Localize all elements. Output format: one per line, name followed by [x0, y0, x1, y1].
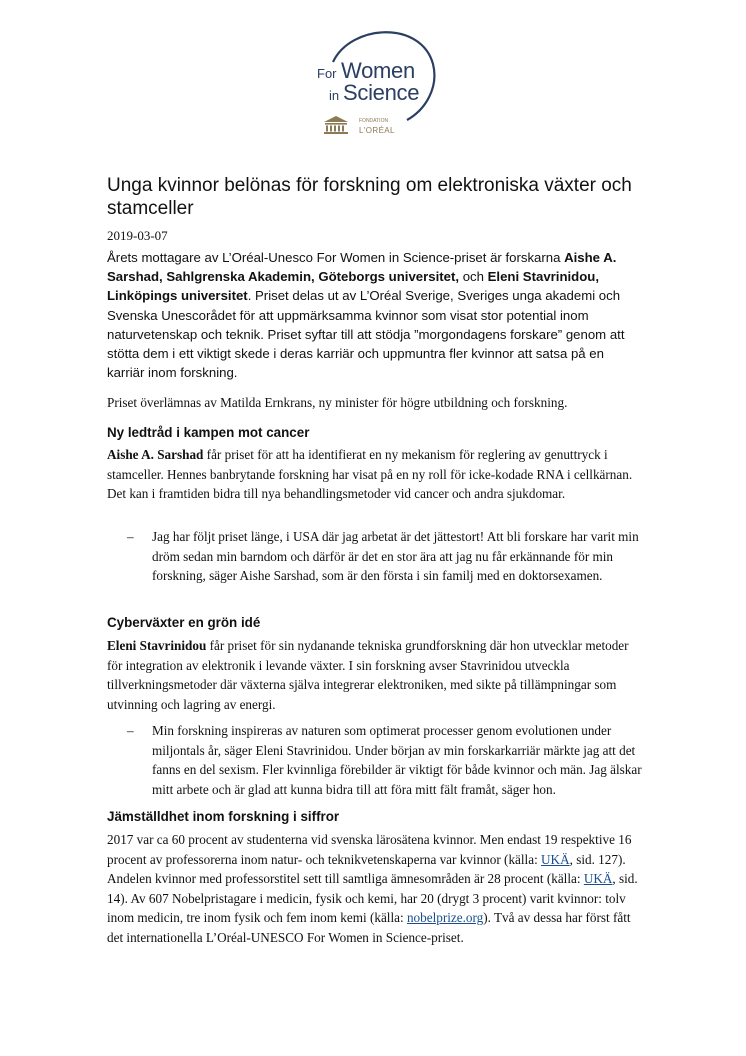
logo-loreal: L'ORÉAL — [359, 126, 395, 135]
section1-name: Aishe A. Sarshad — [107, 447, 204, 462]
laureate-2-bold: Eleni Stavrinidou, Linköpings universitet — [107, 269, 600, 304]
section2-name: Eleni Stavrinidou — [107, 638, 207, 653]
quote-stavrinidou-text: Min forskning inspireras av naturen som optimerat processer genom evolutionen under miljontals år, säger Eleni Stavrinidou. Under början av min forskarkarriär märkte jag att det fanns en del sexism. Fler kvinnliga förebilder är viktigt för både kvinnor och män. Jag älskar mitt arbete och är glad att kunna bidra till att föra mitt fält framåt, säger hon. — [152, 723, 642, 797]
section1-paragraph: Aishe A. Sarshad får priset för att ha identifierat en ny mekanism för reglering av genuttryck i stamceller. Hennes banbrytande forskning har visat på en ny roll för icke-kodade RNA i cellkärnan. Det kan i framtiden bidra till nya behandlingsmetoder vid cancer och andra sjukdomar. — [107, 447, 633, 502]
quote-sarshad-text: Jag har följt priset länge, i USA där jag arbetat är det jättestort! Att bli forskare har varit min dröm sedan min barndom och därför är det en stor ära att jag nu får erkännande för min forskning, säger Aishe Sarshad, som är den första i sin familj med en doktorsexamen. — [152, 529, 639, 584]
quote-sarshad — [127, 527, 642, 586]
logo-word-women: Women — [341, 58, 415, 83]
uka-link-2[interactable]: UKÄ — [583, 871, 613, 887]
logo-word-science: Science — [343, 80, 420, 105]
logo-word-for: For — [317, 66, 337, 81]
section2-paragraph: Eleni Stavrinidou får priset för sin nydanande tekniska grundforskning där hon utvecklar metoder för integration av elektronik i levande växter. I sin forskning avser Stavrinidou utveckla tillverkningsmetoder där växterna själva integrerar elektroniken, med sikte på tillämpningar som utvinning och lagring av energi. — [107, 638, 629, 712]
for-women-in-science-logo — [313, 22, 438, 140]
logo-word-in: in — [329, 88, 340, 103]
quote-dash: – — [127, 723, 134, 738]
section3-paragraph: 2017 var ca 60 procent av studenterna vid svenska lärosätena kvinnor. Men endast 19 respektive 16 procent av professorerna inom natur- och teknikvetenskaperna var kvinnor (källa: UKÄ, sid. 127). Andelen kvinnor med professorstitel sett till samtliga ämnesområden är 28 procent (källa: UKÄ, sid. 14). Av 607 Nobelpristagare i medicin, fysik och kemi, har 20 (drygt 3 procent) varit kvinnor: tolv inom medicin, tre inom fysik och fem inom kemi (källa: nobelprize.org). Två av dessa har först fått det internationella L’Oréal-UNESCO For Women in Science-priset. — [107, 832, 638, 945]
minister-paragraph: Priset överlämnas av Matilda Ernkrans, ny minister för högre utbildning och forskning. — [107, 395, 568, 410]
publish-date: 2019-03-07 — [107, 228, 168, 243]
logo-fondation: FONDATION — [359, 118, 389, 124]
laureate-1-bold: Aishe A. Sarshad, Sahlgrenska Akademin, Göteborgs universitet, — [107, 250, 617, 285]
uka-link-1[interactable]: UKÄ — [541, 851, 570, 867]
nobelprize-link[interactable]: nobelprize.org — [406, 910, 484, 926]
section-heading-cyberplants: Cyberväxter en grön idé — [107, 615, 261, 630]
intro-paragraph: Årets mottagare av L’Oréal-Unesco For Women in Science-priset är forskarna Aishe A. Sarshad, Sahlgrenska Akademin, Göteborgs universitet, och Eleni Stavrinidou, Linköpings universitet. Priset delas ut av L’Oréal Sverige, Sveriges unga akademi och Svenska Unescorådet för att uppmärksamma kvinnor som visat stor potential inom naturvetenskap och teknik. Priset syftar till att stödja ”morgondagens forskare” genom att stötta dem i ett viktigt skede i deras karriär och uppmuntra fler kvinnor att satsa på en karriär inom forskning. — [107, 250, 625, 381]
unesco-temple-icon — [324, 116, 348, 134]
quote-stavrinidou — [127, 721, 642, 799]
section-heading-cancer: Ny ledtråd i kampen mot cancer — [107, 425, 310, 440]
page-title: Unga kvinnor belönas för forskning om elektroniska växter och stamceller — [107, 175, 632, 219]
quote-dash: – — [127, 529, 134, 544]
section-heading-equality: Jämställdhet inom forskning i siffror — [107, 809, 340, 824]
